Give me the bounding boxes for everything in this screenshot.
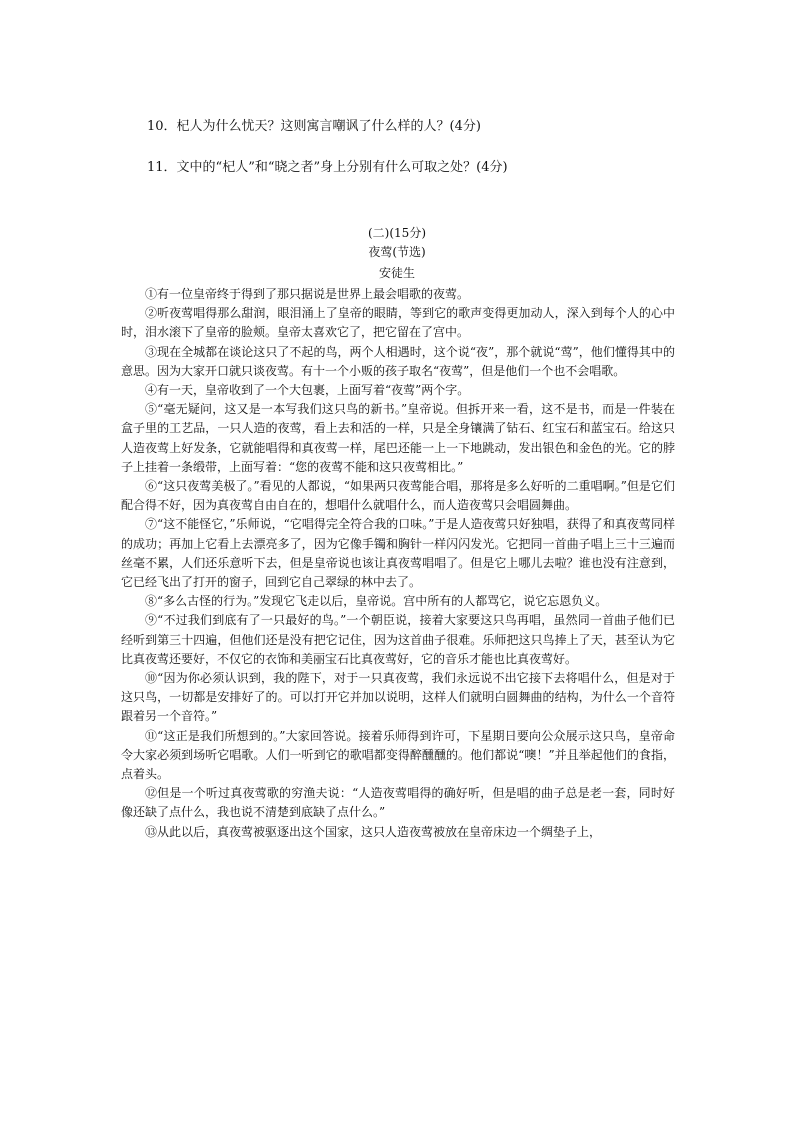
paragraph-13: ⑬从此以后，真夜莺被驱逐出这个国家，这只人造夜莺被放在皇帝床边一个绸垫子上， (145, 824, 602, 839)
paragraph-5: ⑤“毫无疑问，这又是一本写我们这只鸟的新书。”皇帝说。但拆开来一看，这不是书，而是一件装在盒子里的工艺品，一只人造的夜莺，看上去和活的一样，只是全身镶满了钻石、红宝石和蓝宝石。给这只人造夜莺上好发条，它就能唱得和真夜莺一样，尾巴还能一上一下地跳动，发出银色和金色的光。它的脖子上挂着一条缎带，上面写着：“您的夜莺不能和这只夜莺相比。” (121, 402, 675, 474)
question-10: 10．杞人为什么忧天？这则寓言嘲讽了什么样的人？(4分) (147, 119, 481, 134)
paragraph-9: ⑨“不过我们到底有了一只最好的鸟。”一个朝臣说，接着大家要这只鸟再唱，虽然同一首曲子他们已经听到第三十四遍，但他们还是没有把它记住，因为这首曲子很难。乐师把这只鸟捧上了天，甚至认为它比真夜莺还要好，不仅它的衣饰和美丽宝石比真夜莺好，它的音乐才能也比真夜莺好。 (121, 613, 675, 666)
paragraph-2: ②听夜莺唱得那么甜润，眼泪涌上了皇帝的眼睛，等到它的歌声变得更加动人，深入到每个人的心中时，泪水滚下了皇帝的脸颊。皇帝太喜欢它了，把它留在了宫中。 (121, 306, 675, 340)
paragraph-10: ⑩“因为你必须认识到，我的陛下，对于一只真夜莺，我们永远说不出它接下去将唱什么，但是对于这只鸟，一切都是安排好了的。可以打开它并加以说明，这样人们就明白圆舞曲的结构，为什么一个音符跟着另一个音符。” (121, 671, 675, 724)
paragraph-8: ⑧“多么古怪的行为。”发现它飞走以后，皇帝说。宫中所有的人都骂它，说它忘恩负义。 (145, 594, 608, 609)
paragraph-4: ④有一天，皇帝收到了一个大包裹，上面写着“夜莺”两个字。 (145, 383, 470, 398)
question-11: 11．文中的“杞人”和“晓之者”身上分别有什么可取之处？(4分) (147, 160, 508, 175)
passage-body (121, 285, 675, 842)
paragraph-12: ⑫但是一个听过真夜莺歌的穷渔夫说：“人造夜莺唱得的确好听，但是唱的曲子总是老一套，同时好像还缺了点什么，我也说不清楚到底缺了点什么。” (121, 786, 675, 820)
paragraph-7: ⑦“这不能怪它，”乐师说，“它唱得完全符合我的口味。”于是人造夜莺只好独唱，获得了和真夜莺同样的成功；再加上它看上去漂亮多了，因为它像手镯和胸针一样闪闪发光。它把同一首曲子唱上三十三遍而丝毫不累，人们还乐意听下去，但是皇帝说也该让真夜莺唱唱了。但是它上哪儿去啦？谁也没有注意到，它已经飞出了打开的窗子，回到它自己翠绿的林中去了。 (121, 517, 675, 590)
passage-author: 安徒生 (378, 266, 415, 280)
paragraph-1: ①有一位皇帝终于得到了那只据说是世界上最会唱歌的夜莺。 (145, 287, 470, 301)
section-number: (二)(15分) (368, 226, 426, 240)
passage-title: 夜莺(节选) (368, 245, 426, 259)
paragraph-11: ⑪“这正是我们所想到的。”大家回答说。接着乐师得到许可，下星期日要向公众展示这只鸟，皇帝命令大家必须到场听它唱歌。人们一听到它的歌唱都变得醉醺醺的。他们都说“噢！”并且举起他们的食指，点着头。 (121, 728, 675, 782)
paragraph-3: ③现在全城都在谈论这只了不起的鸟，两个人相遇时，这个说“夜”，那个就说“莺”，他们懂得其中的意思。因为大家开口就只谈夜莺。有十一个小贩的孩子取名“夜莺”，但是他们一个也不会唱歌。 (121, 344, 675, 378)
paragraph-6: ⑥“这只夜莺美极了。”看见的人都说，“如果两只夜莺能合唱，那将是多么好听的二重唱啊。”但是它们配合得不好，因为真夜莺自由自在的，想唱什么就唱什么，而人造夜莺只会唱圆舞曲。 (121, 479, 675, 513)
